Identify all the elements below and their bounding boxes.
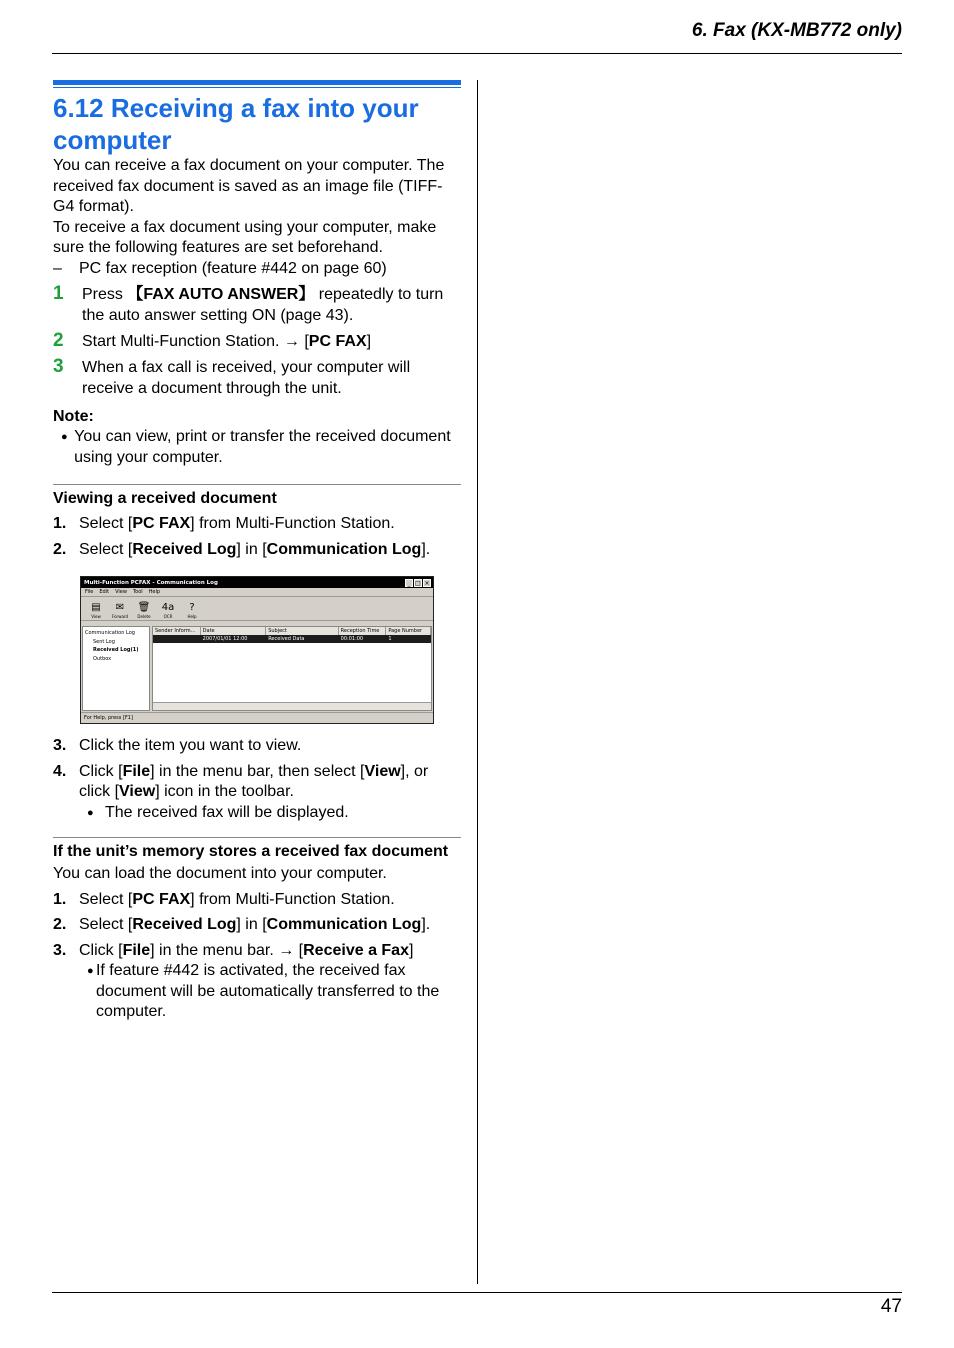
memory-intro: You can load the document into your computer. (53, 865, 387, 882)
step-text: Press 【FAX AUTO ANSWER】 repeatedly to turn the auto answer setting ON (page 43). (82, 286, 444, 324)
prerequisite-text: PC fax reception (feature #442 on page 60) (79, 259, 387, 277)
title-accent-bar (53, 80, 461, 85)
list-item: 1. Select [PC FAX] from Multi-Function Station. (53, 890, 395, 908)
bullet-icon: ● (87, 806, 94, 819)
viewing-steps (53, 514, 461, 560)
list-item: 2. Select [Received Log] in [Communication Log]. (53, 540, 431, 558)
intro-paragraph-2: To receive a fax document using your computer, make sure the following features are set beforehand. (53, 218, 437, 256)
step-number: 2 (53, 330, 64, 351)
title-accent-line (53, 87, 461, 88)
dash-marker: – (53, 259, 62, 277)
key-label: FAX AUTO ANSWER (143, 286, 299, 303)
trash-icon: 🗑 (137, 602, 151, 613)
key-label: PC FAX (308, 333, 367, 350)
memory-steps (53, 890, 461, 1023)
list-item: 2. Select [Received Log] in [Communication Log]. (53, 916, 431, 933)
table-row: 2007/01/01 12:00 Received Data 00:01:00 1 (153, 635, 431, 643)
note-heading: Note: (53, 408, 94, 425)
minimize-icon: _ (405, 579, 413, 587)
header-rule (52, 53, 902, 54)
forward-icon: ✉ (115, 602, 125, 613)
list-item: 3. Click [File] in the menu bar. → [Receive a Fax] (53, 941, 414, 959)
help-icon: ? (189, 602, 195, 613)
viewing-heading: Viewing a received document (53, 490, 277, 507)
column-divider (477, 80, 478, 1284)
log-table: Sender Inform... Date Subject Reception Time Page Number 2007/01/01 12:00 Received Data 00:01:00 1 (152, 626, 432, 711)
intro-paragraph-1: You can receive a fax document on your computer. The received fax document is saved as an image file (TIFF-G4 format). (53, 157, 445, 215)
window-statusbar: For Help, press [F1] (81, 712, 433, 723)
memory-bullet: ● If feature #442 is activated, the received fax document will be automatically transferred to the computer. (79, 961, 461, 1023)
viewing-bullet: ● The received fax will be displayed. (79, 803, 461, 824)
window-menubar: File Edit View Tool Help (81, 588, 433, 597)
list-item: 1. Select [PC FAX] from Multi-Function Station. (53, 515, 395, 532)
page-number: 47 (880, 1296, 902, 1317)
arrow-icon: → (283, 333, 300, 350)
footer-rule (52, 1292, 902, 1293)
bullet-icon: ● (61, 431, 68, 443)
maximize-icon: □ (415, 579, 421, 587)
step-3 (53, 357, 461, 399)
view-tool: ▤ View (91, 602, 101, 619)
subsection-rule (53, 484, 461, 485)
section-title: 6.12 Receiving a fax into your computer (53, 93, 419, 155)
list-item: 3. Click the item you want to view. (53, 737, 302, 754)
ocr-tool: 4a OCR (161, 602, 175, 619)
window-titlebar: Multi-Function PCFAX - Communication Log _ □ × (81, 577, 433, 588)
horizontal-scrollbar (153, 702, 431, 710)
close-icon: × (424, 579, 430, 587)
note-bullet (53, 427, 461, 468)
help-tool: ? Help (187, 602, 197, 619)
prerequisite-item (53, 259, 461, 280)
step-2 (53, 331, 461, 352)
window-toolbar (81, 597, 433, 621)
arrow-icon: → (278, 941, 295, 959)
bullet-icon: ● (87, 965, 94, 977)
forward-tool: ✉ Forward (111, 602, 129, 619)
memory-heading: If the unit’s memory stores a received fax document (53, 843, 449, 860)
step-1 (53, 284, 461, 326)
viewing-steps-continued (53, 736, 461, 823)
log-tree: Communication Log Sent Log Received Log(1) Outbox (82, 626, 150, 711)
list-item: 4. Click [File] in the menu bar, then select [View], or click [View] icon in the toolbar. (53, 762, 429, 800)
ocr-icon: 4a (161, 602, 175, 613)
delete-tool: 🗑 Delete (137, 602, 151, 619)
step-number: 1 (53, 283, 64, 304)
view-icon: ▤ (91, 602, 101, 613)
step-number: 3 (53, 356, 64, 377)
step-text: Start Multi-Function Station. → [PC FAX] (82, 333, 372, 350)
software-screenshot (80, 576, 434, 724)
running-header: 6. Fax (KX-MB772 only) (691, 20, 902, 41)
note-text: You can view, print or transfer the received document using your computer. (74, 428, 451, 466)
left-column (53, 80, 461, 1023)
subsection-rule (53, 837, 461, 838)
step-text: When a fax call is received, your computer will receive a document through the unit. (82, 359, 411, 397)
